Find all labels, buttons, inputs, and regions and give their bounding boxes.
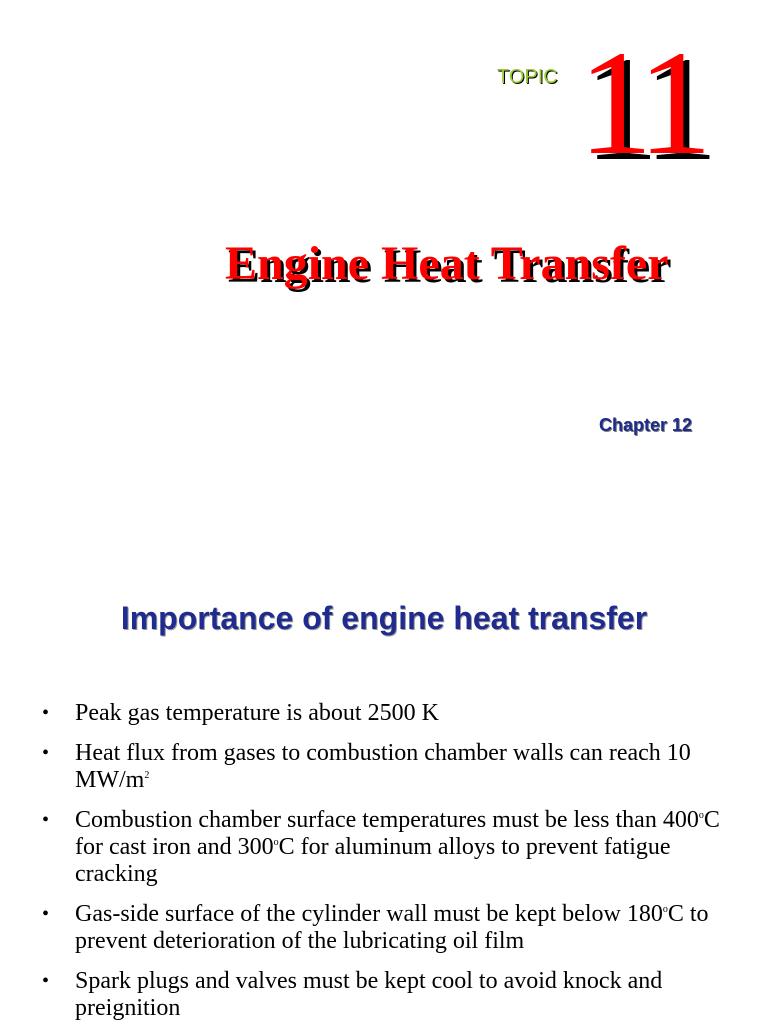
bullet-item (40, 901, 730, 955)
bullet-icon: • (42, 970, 50, 992)
bullet-icon: • (42, 809, 50, 831)
topic-number: 11 (578, 20, 703, 186)
bullet-text: C for cast iron and 300 (75, 807, 720, 860)
bullet-text: Spark plugs and valves must be kept cool to avoid knock and preignition (75, 968, 663, 1021)
superscript: 2 (144, 770, 150, 781)
bullet-text: Peak gas temperature is about 2500 K (75, 700, 439, 726)
bullet-text: C for aluminum alloys to prevent fatigue cracking (75, 834, 671, 887)
bullet-text: C to prevent deterioration of the lubricating oil film (75, 901, 709, 954)
section-heading: Importance of engine heat transfer (120, 600, 648, 636)
bullet-list (40, 700, 730, 1035)
bullet-text: Heat flux from gases to combustion chamber walls can reach 10 MW/m (75, 740, 691, 793)
degree-sign: o (273, 837, 279, 848)
bullet-item (40, 700, 730, 727)
bullet-text: Gas-side surface of the cylinder wall must be kept below 180 (75, 901, 663, 927)
bullet-icon: • (42, 702, 50, 724)
chapter-label: Chapter 12 (599, 415, 693, 435)
bullet-text: Combustion chamber surface temperatures must be less than 400 (75, 807, 699, 833)
bullet-icon: • (42, 903, 50, 925)
main-title: Engine Heat Transfer (225, 237, 669, 290)
bullet-icon: • (42, 742, 50, 764)
bullet-item (40, 807, 730, 888)
topic-label: TOPIC (497, 66, 558, 88)
degree-sign: o (698, 810, 704, 821)
bullet-item (40, 740, 730, 794)
degree-sign: o (662, 904, 668, 915)
bullet-item (40, 968, 730, 1022)
